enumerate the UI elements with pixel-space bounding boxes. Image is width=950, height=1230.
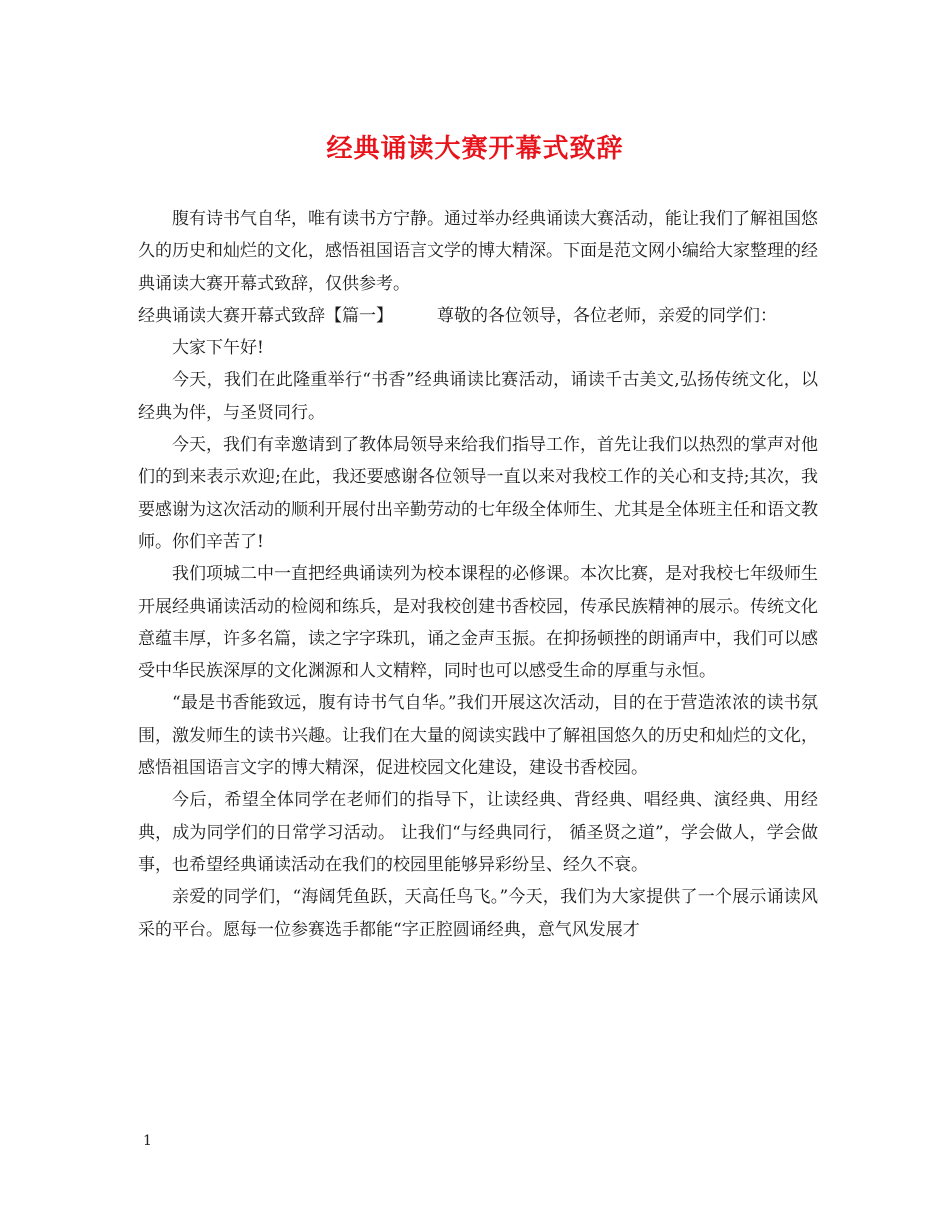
page-number: 1: [143, 1133, 152, 1149]
section-heading-line: [138, 300, 818, 332]
intro-paragraph: 腹有诗书气自华，唯有读书方宁静。通过举办经典诵读大赛活动，能让我们了解祖国悠久的历史和灿烂的文化，感悟祖国语言文学的博大精深。下面是范文网小编给大家整理的经典诵读大赛开幕式致辞，仅供参考。: [138, 209, 818, 294]
body-paragraph: 今天，我们在此隆重举行“书香”经典诵读比赛活动，诵读千古美文,弘扬传统文化，以经典为伴，与圣贤同行。: [138, 370, 818, 423]
body-paragraph: 今后，希望全体同学在老师们的指导下，让读经典、背经典、唱经典、演经典、用经典，成为同学们的日常学习活动。 让我们“与经典同行， 循圣贤之道”，学会做人，学会做事，也希望经典诵读活动在我们的校园里能够异彩纷呈、经久不衰。: [138, 790, 818, 875]
body-paragraph: “最是书香能致远，腹有诗书气自华。”我们开展这次活动，目的在于营造浓浓的读书氛围，激发师生的读书兴趣。让我们在大量的阅读实践中了解祖国悠久的历史和灿烂的文化，感悟祖国语言文字的博大精深，促进校园文化建设，建设书香校园。: [138, 693, 818, 779]
body-paragraph: 今天，我们有幸邀请到了教体局领导来给我们指导工作，首先让我们以热烈的掌声对他们的到来表示欢迎;在此，我还要感谢各位领导一直以来对我校工作的关心和支持;其次，我要感谢为这次活动的顺利开展付出辛勤劳动的七年级全体师生、尤其是全体班主任和语文教师。你们辛苦了!: [138, 435, 818, 552]
section-heading: 经典诵读大赛开幕式致辞【篇一】: [138, 305, 393, 326]
body-paragraph: 我们项城二中一直把经典诵读列为校本课程的必修课。本次比赛，是对我校七年级师生开展经典诵读活动的检阅和练兵，是对我校创建书香校园，传承民族精神的展示。传统文化意蕴丰厚，许多名篇，读之字字珠玑，诵之金声玉振。在抑扬顿挫的朗诵声中，我们可以感受中华民族深厚的文化渊源和人文精粹，同时也可以感受生命的厚重与永恒。: [138, 564, 818, 682]
greeting: 大家下午好!: [172, 338, 264, 359]
document-body: [138, 203, 818, 946]
document-title: 经典诵读大赛开幕式致辞: [326, 134, 624, 164]
body-paragraph: 亲爱的同学们，“海阔凭鱼跃，天高任鸟飞。”今天，我们为大家提供了一个展示诵读风采的平台。愿每一位参赛选手都能“字正腔圆诵经典，意气风发展才: [138, 887, 818, 940]
salutation: 尊敬的各位领导，各位老师，亲爱的同学们：: [437, 305, 777, 326]
